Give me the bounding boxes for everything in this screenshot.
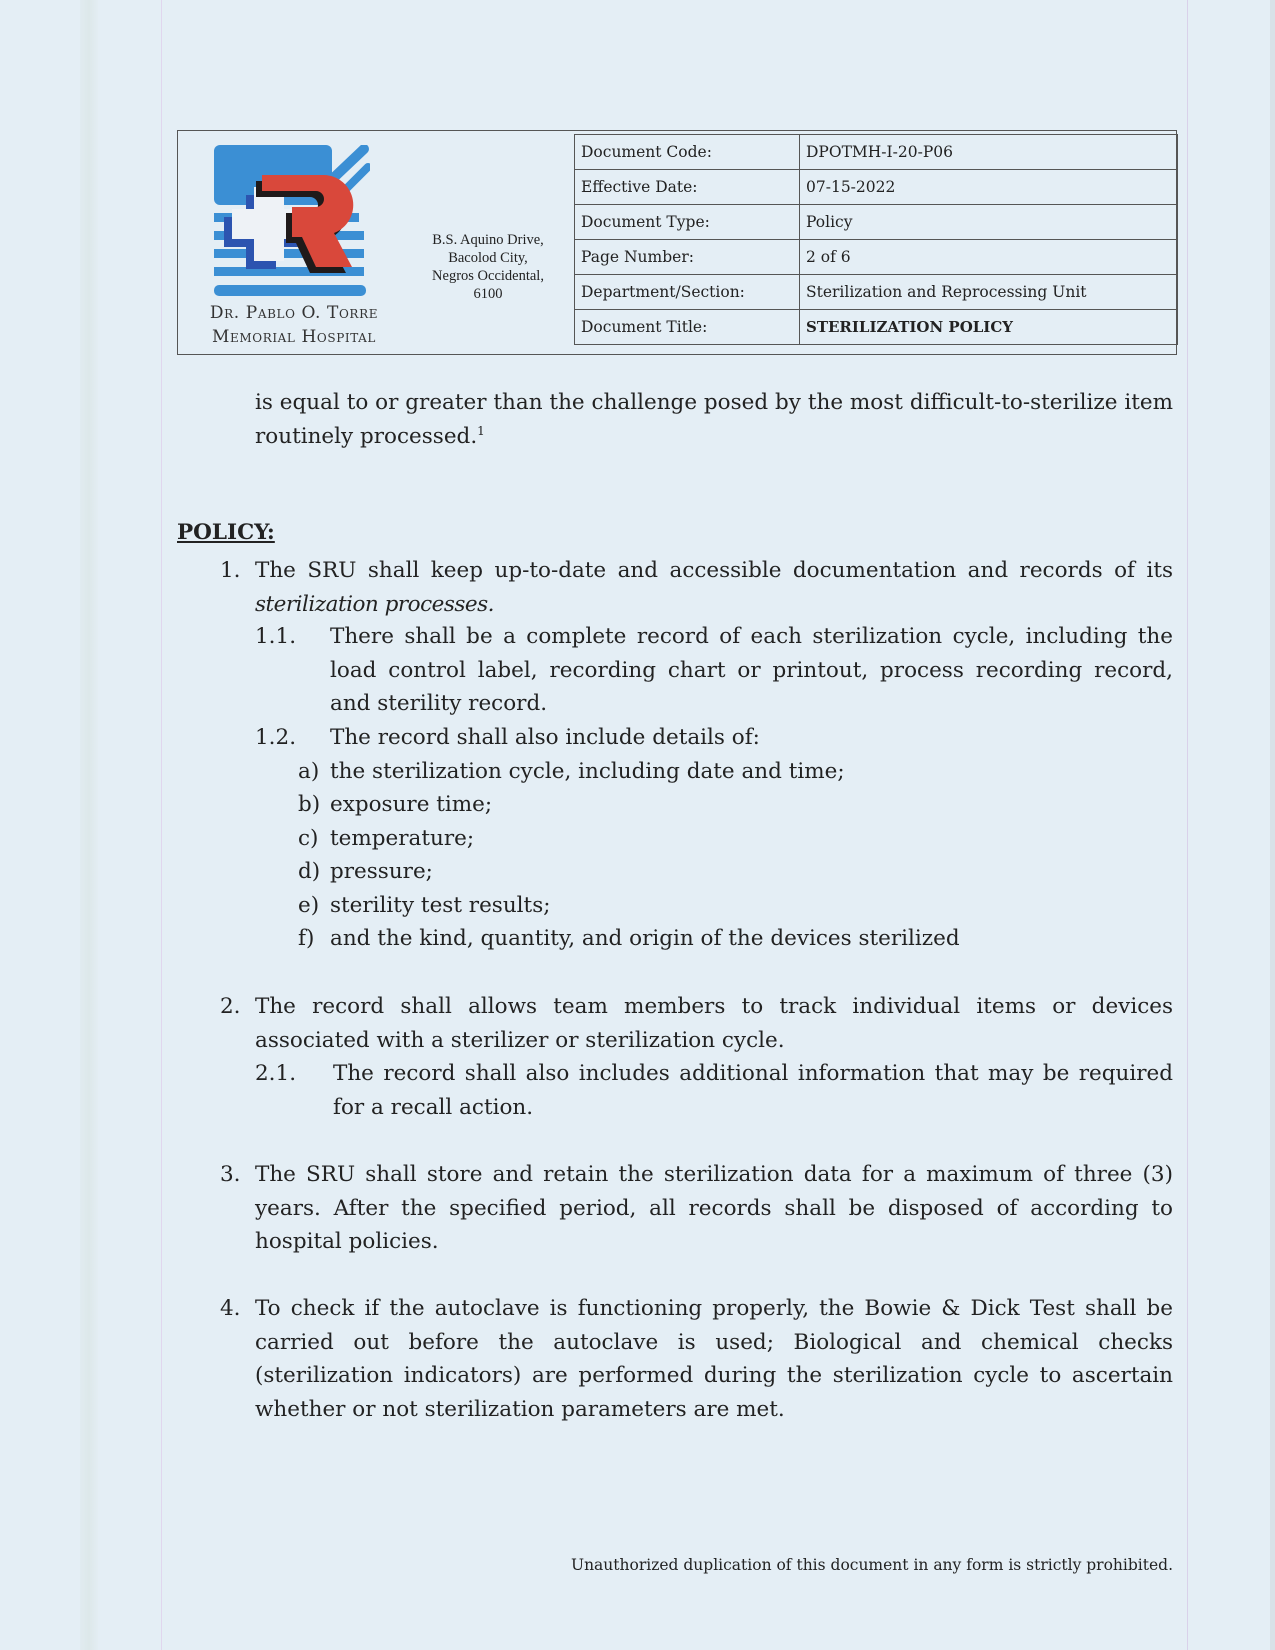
continuation-text: is equal to or greater than the challenge posed by the most difficult-to-sterilize item routinely processed. [255, 390, 1173, 449]
item-text [255, 554, 1173, 621]
item-number: 1. [220, 558, 241, 583]
footer-notice: Unauthorized duplication of this document in any form is strictly prohibited. [571, 1556, 1173, 1574]
info-value: 07-15-2022 [800, 170, 1178, 205]
letter-label: c) [298, 826, 319, 851]
letter-label: b) [298, 792, 321, 817]
item-text: The SRU shall store and retain the sterilization data for a maximum of three (3) years. After the specified period, all records shall be disposed of according to hospital policies. [255, 1162, 1173, 1254]
item-text: The record shall allows team members to track individual items or devices associated with a sterilizer or sterilization cycle. [255, 994, 1173, 1053]
info-value: STERILIZATION POLICY [800, 310, 1178, 345]
address-line: Negros Occidental, [432, 268, 544, 284]
letter-label: d) [298, 859, 321, 884]
letter-text: temperature; [330, 826, 475, 851]
info-value: Policy [800, 205, 1178, 240]
info-value: Sterilization and Reprocessing Unit [800, 275, 1178, 310]
info-label: Page Number: [575, 240, 800, 275]
info-row-document-code [575, 135, 1178, 170]
policy-heading: POLICY: [177, 520, 275, 545]
continuation-paragraph [255, 386, 1173, 453]
hospital-cross-r-logo-icon [214, 145, 370, 297]
info-row-document-type [575, 205, 1178, 240]
subitem-text: The record shall also include details of: [330, 725, 760, 750]
item-number: 4. [220, 1296, 241, 1321]
letter-label: e) [298, 893, 320, 918]
hospital-address [408, 231, 568, 303]
info-row-document-title [575, 310, 1178, 345]
item-number: 3. [220, 1162, 241, 1187]
address-line: B.S. Aquino Drive, [432, 232, 544, 248]
info-label: Document Code: [575, 135, 800, 170]
item-text: To check if the autoclave is functioning properly, the Bowie & Dick Test shall be carried out before the autoclave is used; Biological and chemical checks (sterilization indicators) are performed during the sterilization cycle to ascertain whether or not sterilization parameters are met. [255, 1296, 1173, 1422]
info-label: Document Type: [575, 205, 800, 240]
address-line: Bacolod City, [448, 250, 528, 266]
letter-text: sterility test results; [330, 893, 551, 918]
info-row-page-number [575, 240, 1178, 275]
item-number: 2. [220, 994, 241, 1019]
letter-label: a) [298, 759, 320, 784]
info-row-department [575, 275, 1178, 310]
info-value: 2 of 6 [800, 240, 1178, 275]
letter-label: f) [298, 926, 315, 951]
letter-text: exposure time; [330, 792, 493, 817]
hospital-name-line1: Dr. Pablo O. Torre [209, 303, 379, 323]
subitem-number: 1.2. [255, 725, 297, 750]
info-label: Department/Section: [575, 275, 800, 310]
item-text-line: sterilization processes. [255, 591, 494, 617]
info-row-effective-date [575, 170, 1178, 205]
subitem-number: 2.1. [255, 1061, 297, 1086]
hospital-name-line2: Memorial Hospital [212, 327, 376, 347]
letter-text: pressure; [330, 859, 433, 884]
letter-text: the sterilization cycle, including date and time; [330, 759, 845, 784]
info-label: Document Title: [575, 310, 800, 345]
info-value: DPOTMH-I-20-P06 [800, 135, 1178, 170]
hospital-name [178, 301, 410, 349]
document-info-table [574, 134, 1178, 345]
hospital-branding [178, 131, 576, 354]
subitem-text: The record shall also includes additional information that may be required for a recall action. [333, 1061, 1173, 1120]
info-label: Effective Date: [575, 170, 800, 205]
subitem-number: 1.1. [255, 624, 297, 649]
address-line: 6100 [473, 286, 503, 302]
subitem-text: There shall be a complete record of each sterilization cycle, including the load control label, recording chart or printout, process recording record, and sterility record. [330, 624, 1173, 716]
item-text-line: The SRU shall keep up-to-date and accessible documentation and records of its [255, 558, 1173, 583]
document-header [177, 130, 1177, 355]
letter-text: and the kind, quantity, and origin of the devices sterilized [330, 926, 960, 951]
footnote-marker: 1 [477, 423, 485, 438]
